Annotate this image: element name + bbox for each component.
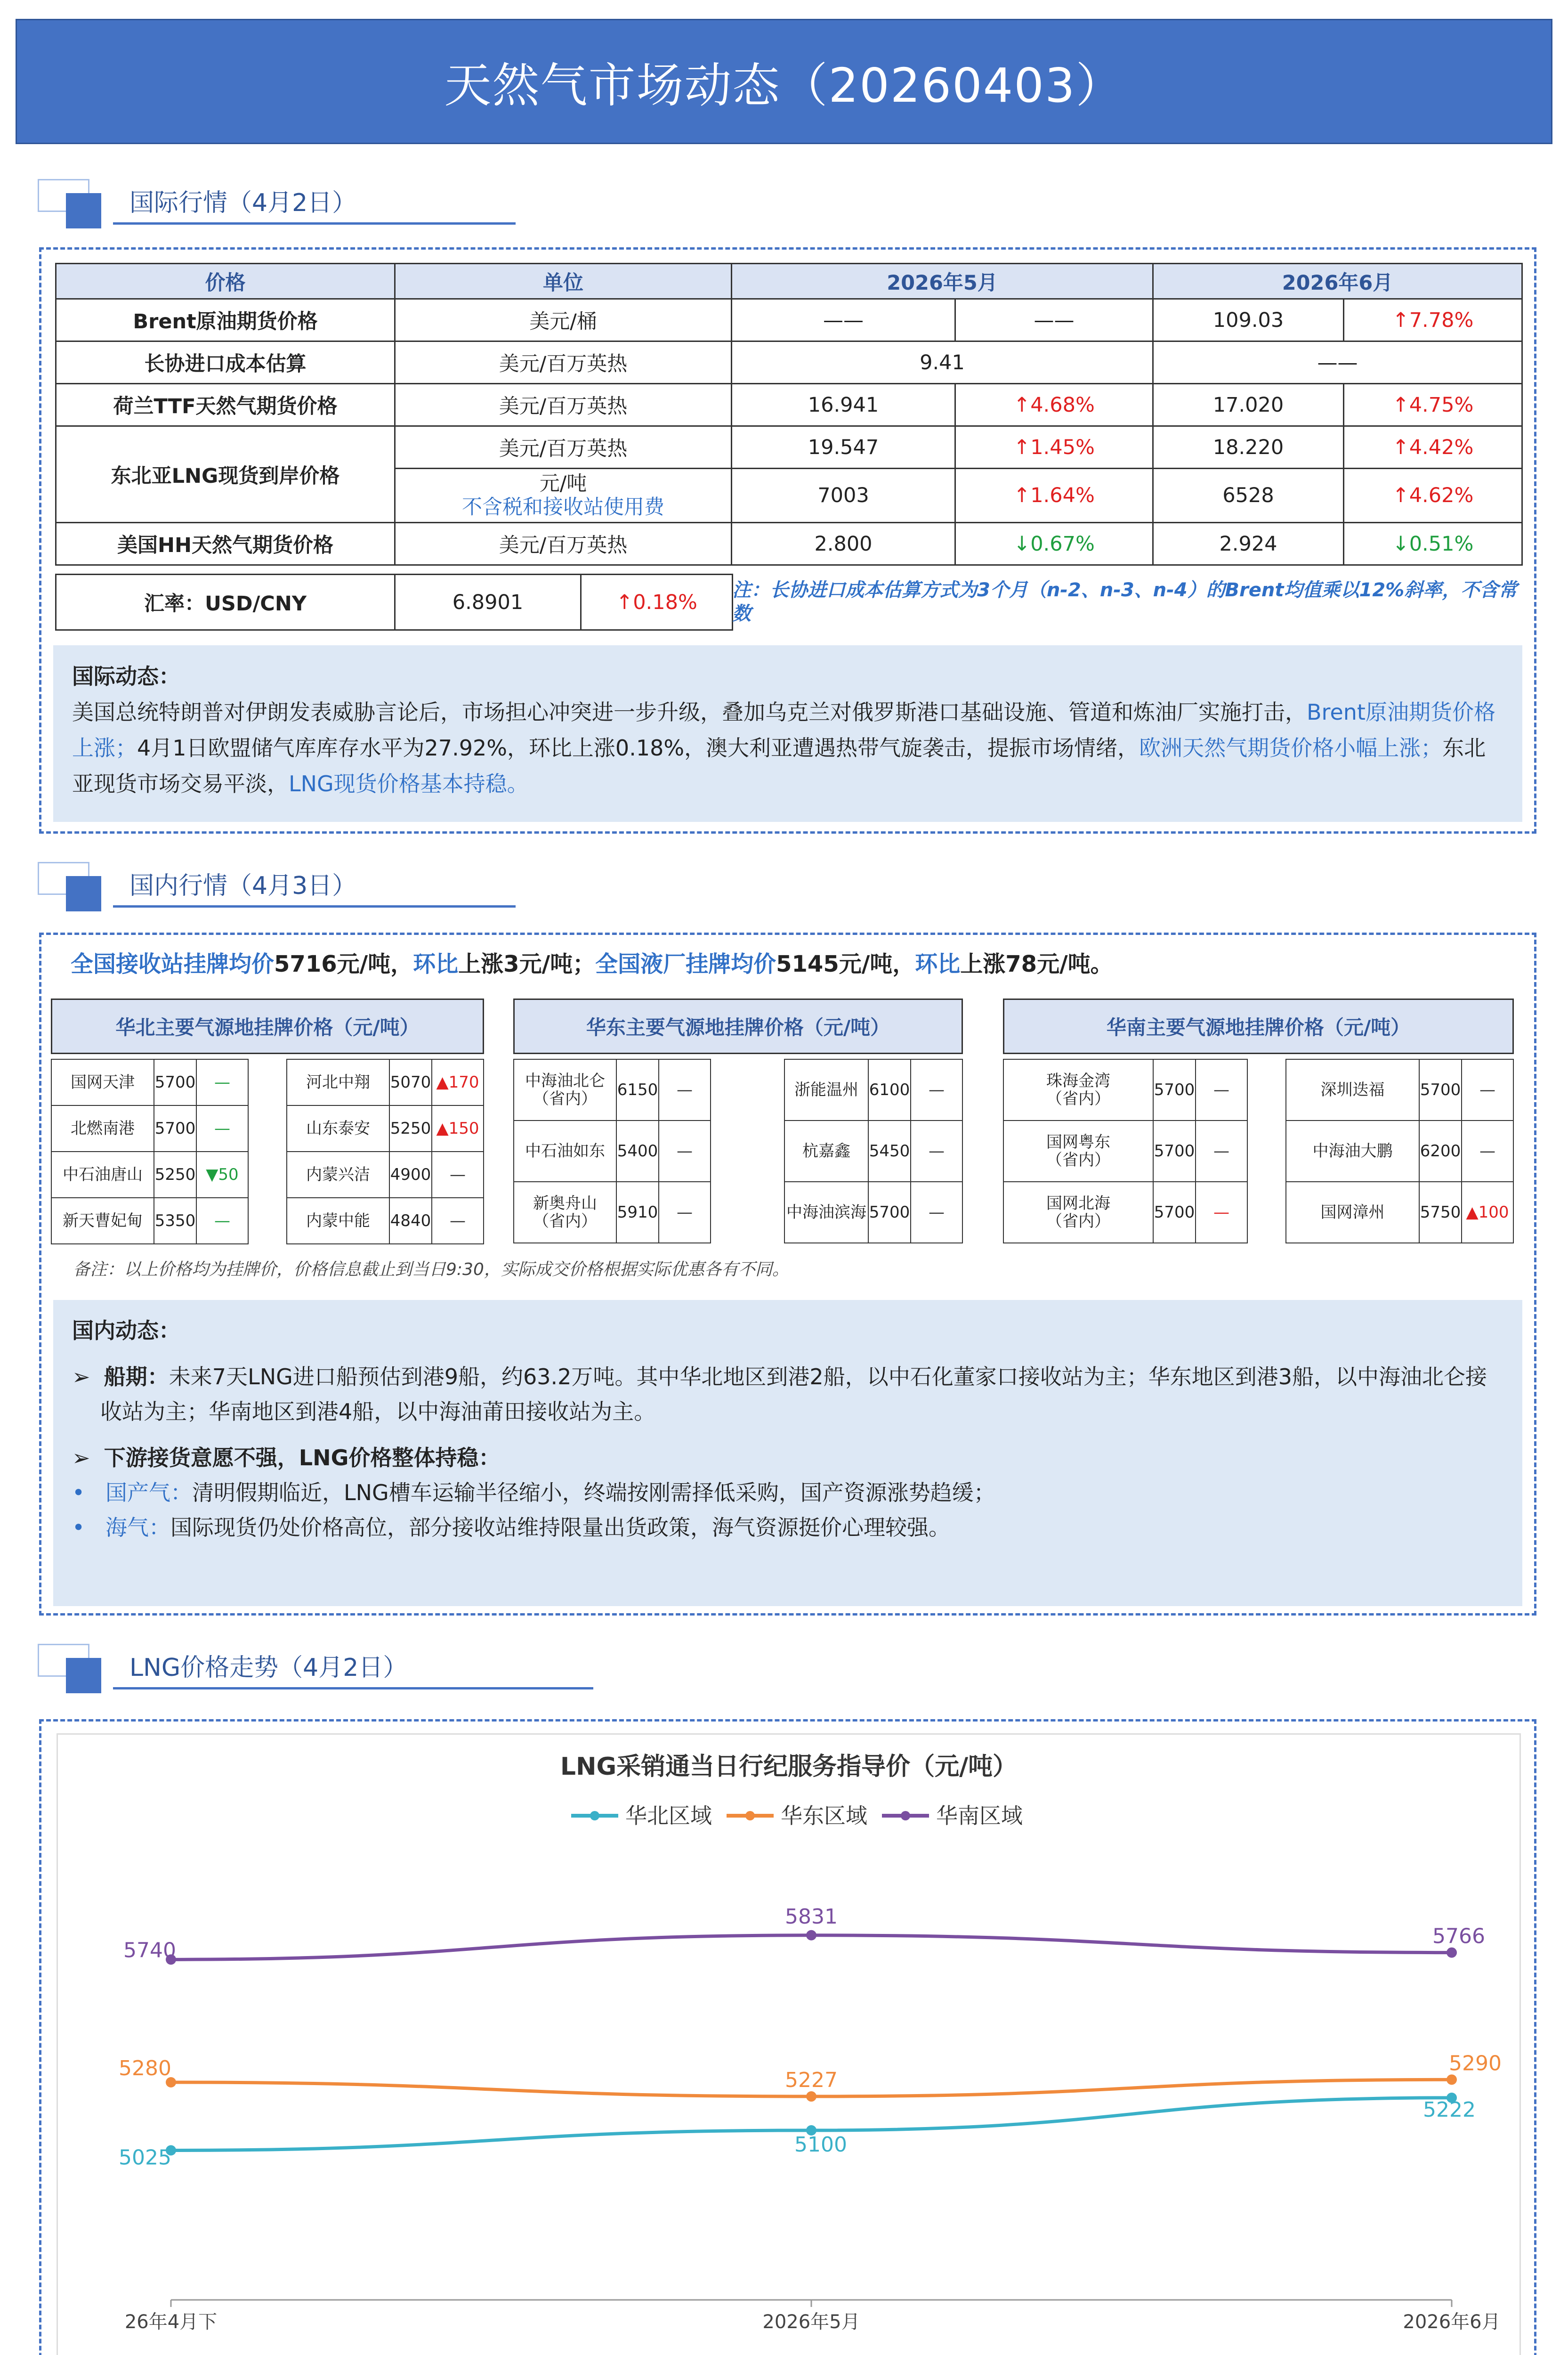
section-title: LNG价格走势（4月2日）	[129, 1654, 408, 1682]
table-row	[514, 1121, 711, 1182]
value-cell: 19.547	[732, 426, 955, 469]
section-title: 国际行情（4月2日）	[129, 189, 357, 217]
table-row	[51, 1198, 248, 1244]
table-row	[1286, 1182, 1513, 1243]
news-highlight: 欧洲天然气期货价格小幅上涨；	[1139, 735, 1443, 761]
bullet-text: 清明假期临近，LNG槽车运输半径缩小，终端按刚需择低采购，国产资源涨势趋缓；	[192, 1480, 995, 1505]
price-value: 5700	[868, 1182, 911, 1243]
item-text: 未来7天LNG进口船预估到港9船，约63.2万吨。其中华北地区到港2船，以中石化董家口接收站为主；华东地区到港3船，以中海油北仑接收站为主；华南地区到港4船，以中海油莆田接收站为主。	[100, 1364, 1487, 1424]
change-cell: ↑4.75%	[1344, 384, 1522, 426]
east-right-table	[784, 1059, 963, 1243]
change-cell: ↓0.67%	[955, 523, 1153, 565]
summary-label: 全国液厂挂牌均价	[595, 951, 776, 977]
summary-value: 5716元/吨，	[274, 951, 413, 977]
news-highlight: Brent原油期货价格上涨；	[72, 699, 1495, 761]
price-change: ▲150	[432, 1105, 484, 1152]
price-change: —	[911, 1182, 962, 1243]
change-cell: ↑1.64%	[955, 469, 1153, 523]
source-name: 河北中翔	[287, 1059, 389, 1105]
price-change: —	[911, 1059, 962, 1121]
x-tick-label: 26年4月下	[124, 2311, 218, 2333]
intl-price-table	[55, 263, 1523, 566]
table-row	[784, 1182, 962, 1243]
north-right-table	[286, 1059, 484, 1244]
price-value: 5700	[1419, 1059, 1462, 1121]
price-value: 5700	[154, 1105, 196, 1152]
value-cell: 2.800	[732, 523, 955, 565]
summary-label: 环比	[915, 951, 961, 977]
price-value: 5910	[616, 1182, 659, 1243]
price-value: 5450	[868, 1121, 911, 1182]
value-cell: 9.41	[732, 341, 1153, 384]
source-name: 国网天津	[51, 1059, 154, 1105]
unit-cell: 美元/百万英热	[395, 384, 732, 426]
price-value: 4900	[389, 1152, 432, 1198]
legend-label: 华东区域	[781, 1803, 867, 1828]
north-left-table	[51, 1059, 249, 1244]
row-label: 东北亚LNG现货到岸价格	[56, 426, 395, 523]
news-item-shipping: ➢ 船期：未来7天LNG进口船预估到港9船，约63.2万吨。其中华北地区到港2船，以中石化董家口接收站为主；华东地区到港3船，以中海油北仑接收站为主；华南地区到港4船，以中海油莆田接收站为主。	[72, 1364, 1487, 1424]
data-label: 5766	[1432, 1924, 1485, 1949]
fx-table	[55, 574, 733, 631]
section-header-domestic	[38, 862, 480, 914]
price-change: —	[659, 1121, 711, 1182]
row-label: 美国HH天然气期货价格	[56, 523, 395, 565]
news-body	[72, 694, 1503, 802]
unit-cell: 美元/百万英热	[395, 341, 732, 384]
col-header: 2026年5月	[732, 264, 1153, 299]
x-tick-label: 2026年6月	[1403, 2311, 1501, 2333]
value-cell: 6528	[1153, 469, 1344, 523]
table-row	[1286, 1121, 1513, 1182]
price-change: —	[1462, 1059, 1513, 1121]
table-row	[287, 1198, 484, 1244]
source-name: 山东泰安	[287, 1105, 389, 1152]
data-label: 5740	[123, 1938, 176, 1963]
source-name: 内蒙中能	[287, 1198, 389, 1244]
source-name: 新天曹妃甸	[51, 1198, 154, 1244]
table-row	[784, 1121, 962, 1182]
data-label: 5290	[1449, 2051, 1502, 2076]
chart-legend	[571, 1803, 1023, 1828]
price-change: ▲170	[432, 1059, 484, 1105]
section-header-trend	[38, 1644, 603, 1696]
unit-cell	[395, 469, 732, 523]
price-change: —	[432, 1198, 484, 1244]
table-row	[1286, 1059, 1513, 1121]
south-panel	[1003, 999, 1514, 1248]
price-value: 5250	[154, 1152, 196, 1198]
cost-note: 注：长协进口成本估算方式为3个月（n-2、n-3、n-4）的Brent均值乘以12%斜率，不含常数	[732, 579, 1518, 625]
lng-price-chart	[58, 1735, 1520, 2355]
price-change: —	[196, 1059, 248, 1105]
legend-marker	[745, 1811, 755, 1820]
item-label: 下游接货意愿不强，LNG价格整体持稳：	[104, 1445, 501, 1470]
price-change: —	[1196, 1121, 1247, 1182]
unit-cell: 美元/百万英热	[395, 426, 732, 469]
bullet-text: 国际现货仍处价格高位，部分接收站维持限量出货政策，海气资源挺价心理较强。	[170, 1515, 951, 1540]
source-name: 杭嘉鑫	[784, 1121, 868, 1182]
data-label: 5280	[119, 2056, 171, 2080]
unit-text: 元/吨	[539, 472, 587, 495]
table-row	[56, 299, 1522, 341]
price-change: —	[659, 1059, 711, 1121]
table-row	[56, 341, 1522, 384]
source-name: 浙能温州	[784, 1059, 868, 1121]
value-cell: 7003	[732, 469, 955, 523]
table-row	[51, 1152, 248, 1198]
table-row	[51, 1059, 248, 1105]
table-row	[56, 426, 1522, 469]
bullet-label: 海气：	[105, 1515, 171, 1540]
header-underline	[113, 222, 516, 225]
news-text: 4月1日欧盟储气库库存水平为27.92%，环比上涨0.18%，澳大利亚遭遇热带气旋袭击，提振市场情绪，	[137, 735, 1140, 761]
source-name: 国网粤东 （省内）	[1003, 1121, 1153, 1182]
page-banner	[16, 19, 1552, 144]
fx-label: 汇率：USD/CNY	[56, 575, 395, 630]
value-cell: 16.941	[732, 384, 955, 426]
price-change: —	[911, 1121, 962, 1182]
legend-label: 华北区域	[625, 1803, 712, 1828]
domestic-summary	[71, 946, 1113, 978]
north-panel	[51, 999, 484, 1248]
table-row	[1003, 1121, 1247, 1182]
row-label: Brent原油期货价格	[56, 299, 395, 341]
legend-marker	[590, 1811, 599, 1820]
source-name: 珠海金湾 （省内）	[1003, 1059, 1153, 1121]
price-value: 6150	[616, 1059, 659, 1121]
section-header-intl	[38, 179, 480, 231]
panel-title: 华北主要气源地挂牌价格（元/吨）	[51, 999, 484, 1054]
table-row	[51, 1105, 248, 1152]
price-change: —	[432, 1152, 484, 1198]
source-name: 国网北海 （省内）	[1003, 1182, 1153, 1243]
news-highlight: LNG现货价格基本持稳。	[289, 771, 529, 796]
price-value: 5700	[1153, 1182, 1196, 1243]
news-bullet-domestic: • 国产气：清明假期临近，LNG槽车运输半径缩小，终端按刚需择低采购，国产资源涨势趋缓；	[72, 1480, 995, 1505]
south-left-table	[1003, 1059, 1248, 1243]
data-point	[806, 1930, 816, 1941]
price-value: 5250	[389, 1105, 432, 1152]
summary-label: 全国接收站挂牌均价	[71, 951, 275, 977]
source-name: 新奥舟山 （省内）	[514, 1182, 616, 1243]
price-value: 5400	[616, 1121, 659, 1182]
source-name: 北燃南港	[51, 1105, 154, 1152]
price-change: —	[1462, 1121, 1513, 1182]
col-header: 单位	[395, 264, 732, 299]
source-name: 深圳迭福	[1286, 1059, 1419, 1121]
chart-axis	[125, 2300, 1501, 2333]
data-point	[806, 2091, 816, 2102]
change-cell: ↑1.45%	[955, 426, 1153, 469]
header-deco-block	[66, 876, 101, 911]
price-value: 5750	[1419, 1182, 1462, 1243]
table-row	[56, 575, 733, 630]
price-value: 4840	[389, 1198, 432, 1244]
legend-marker	[901, 1811, 910, 1820]
value-cell: ——	[732, 299, 955, 341]
row-label: 长协进口成本估算	[56, 341, 395, 384]
section-title: 国内行情（4月3日）	[129, 872, 357, 900]
domestic-news	[53, 1300, 1522, 1606]
summary-value: 5145元/吨，	[776, 951, 915, 977]
table-row	[514, 1059, 711, 1121]
table-row	[1003, 1059, 1247, 1121]
south-right-table	[1285, 1059, 1514, 1243]
value-cell: ——	[1153, 341, 1522, 384]
source-name: 内蒙兴洁	[287, 1152, 389, 1198]
data-label: 5100	[794, 2133, 847, 2157]
news-text: 东北亚现货市场交易平淡，	[72, 735, 1486, 796]
source-name: 中石油如东	[514, 1121, 616, 1182]
col-header: 2026年6月	[1153, 264, 1522, 299]
panel-title: 华南主要气源地挂牌价格（元/吨）	[1003, 999, 1514, 1054]
table-row	[287, 1105, 484, 1152]
header-deco-block	[66, 193, 101, 228]
price-value: 6100	[868, 1059, 911, 1121]
table-row	[1003, 1182, 1247, 1243]
value-cell: 18.220	[1153, 426, 1344, 469]
header-underline	[113, 1687, 593, 1689]
change-cell: ↑7.78%	[1344, 299, 1522, 341]
intl-news	[53, 645, 1522, 822]
price-change: —	[196, 1198, 248, 1244]
summary-value: 上涨3元/吨；	[458, 951, 596, 977]
price-change: —	[659, 1182, 711, 1243]
legend-label: 华南区域	[936, 1803, 1023, 1828]
x-tick-label: 2026年5月	[762, 2311, 860, 2333]
page-title: 天然气市场动态（20260403）	[444, 58, 1124, 113]
fx-value: 6.8901	[395, 575, 581, 630]
panel-title: 华东主要气源地挂牌价格（元/吨）	[513, 999, 963, 1054]
value-cell: 17.020	[1153, 384, 1344, 426]
east-left-table	[513, 1059, 711, 1243]
fx-change: ↑0.18%	[581, 575, 733, 630]
price-value: 5070	[389, 1059, 432, 1105]
value-cell: 109.03	[1153, 299, 1344, 341]
news-title: 国际动态：	[72, 664, 180, 689]
summary-value: 上涨78元/吨。	[960, 951, 1113, 977]
change-cell: ↓0.51%	[1344, 523, 1522, 565]
unit-cell: 美元/桶	[395, 299, 732, 341]
unit-note: 不含税和接收站使用费	[462, 495, 664, 519]
data-label: 5227	[785, 2068, 838, 2093]
change-cell: ↑4.42%	[1344, 426, 1522, 469]
table-row	[287, 1059, 484, 1105]
price-value: 5700	[1153, 1059, 1196, 1121]
data-point	[1447, 2074, 1457, 2085]
change-cell: ↑4.62%	[1344, 469, 1522, 523]
change-cell: ——	[955, 299, 1153, 341]
table-row	[784, 1059, 962, 1121]
row-label: 荷兰TTF天然气期货价格	[56, 384, 395, 426]
price-change: —	[196, 1105, 248, 1152]
news-title: 国内动态：	[72, 1318, 180, 1343]
table-row	[56, 523, 1522, 565]
news-text: 美国总统特朗普对伊朗发表威胁言论后，市场担心冲突进一步升级，叠加乌克兰对俄罗斯港口基础设施、管道和炼油厂实施打击，	[72, 699, 1307, 725]
source-name: 中海油大鹏	[1286, 1121, 1419, 1182]
source-name: 中海油北仑 （省内）	[514, 1059, 616, 1121]
source-name: 国网漳州	[1286, 1182, 1419, 1243]
table-row	[56, 384, 1522, 426]
data-point	[1447, 1948, 1457, 1958]
chart-title: LNG采销通当日行纪服务指导价（元/吨）	[560, 1753, 1018, 1781]
news-bullet-sea: • 海气：国际现货仍处价格高位，部分接收站维持限量出货政策，海气资源挺价心理较强。	[72, 1515, 951, 1540]
summary-label: 环比	[413, 951, 459, 977]
chart-series	[119, 1905, 1502, 2170]
col-header: 价格	[56, 264, 395, 299]
price-change: ▼50	[196, 1152, 248, 1198]
source-name: 中石油唐山	[51, 1152, 154, 1198]
header-deco-block	[66, 1658, 101, 1693]
change-cell: ↑4.68%	[955, 384, 1153, 426]
data-label: 5831	[785, 1904, 838, 1929]
header-underline	[113, 905, 516, 908]
price-change: —	[1196, 1182, 1247, 1243]
price-change: ▲100	[1462, 1182, 1513, 1243]
item-label: 船期：	[104, 1364, 169, 1389]
source-name: 中海油滨海	[784, 1182, 868, 1243]
table-row	[514, 1182, 711, 1243]
table-row	[287, 1152, 484, 1198]
price-value: 5350	[154, 1198, 196, 1244]
price-change: —	[1196, 1059, 1247, 1121]
east-panel	[513, 999, 963, 1248]
data-label: 5222	[1423, 2097, 1476, 2122]
panel-note: 备注：以上价格均为挂牌价，价格信息截止到当日9:30，实际成交价格根据实际优惠各有不同。	[73, 1260, 789, 1279]
value-cell: 2.924	[1153, 523, 1344, 565]
price-value: 6200	[1419, 1121, 1462, 1182]
news-item-downstream: ➢ 下游接货意愿不强，LNG价格整体持稳：	[72, 1445, 501, 1470]
price-value: 5700	[1153, 1121, 1196, 1182]
unit-cell: 美元/百万英热	[395, 523, 732, 565]
chart-container	[57, 1733, 1521, 2355]
price-value: 5700	[154, 1059, 196, 1105]
bullet-label: 国产气：	[105, 1480, 193, 1505]
data-label: 5025	[119, 2145, 171, 2170]
